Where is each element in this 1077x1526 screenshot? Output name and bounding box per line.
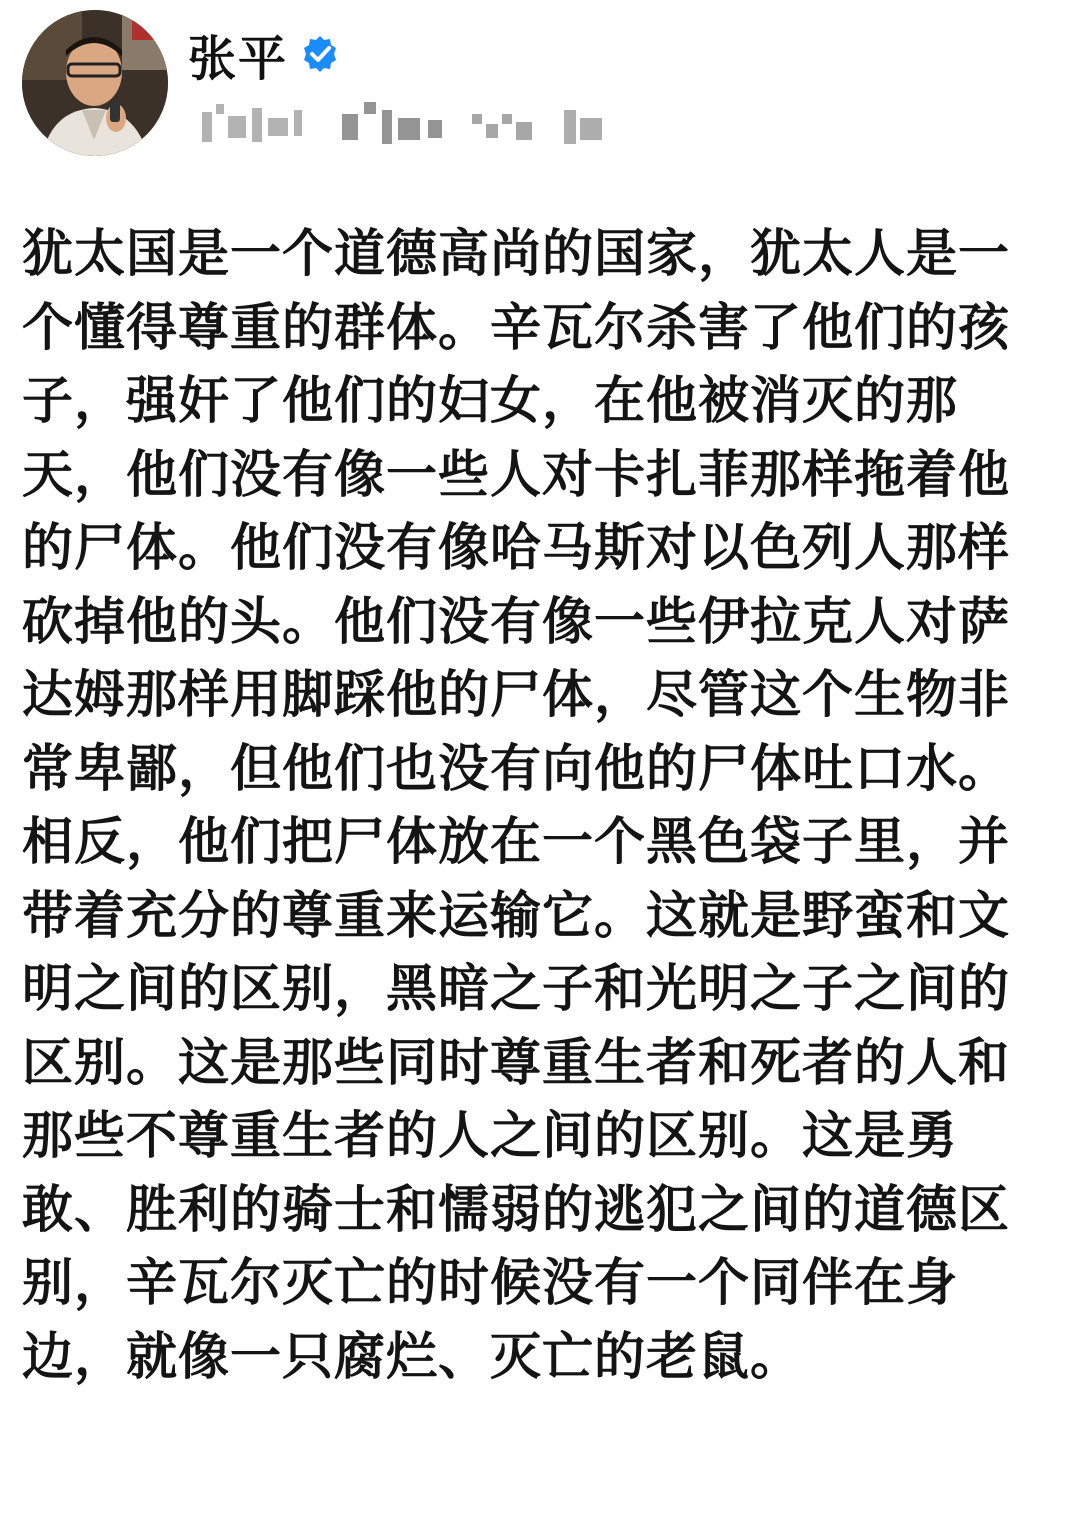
- verified-check-icon: [300, 34, 340, 74]
- avatar-photo: [22, 10, 168, 156]
- avatar[interactable]: [22, 10, 168, 156]
- author-name[interactable]: 张平: [188, 30, 289, 87]
- blurred-metadata: [202, 100, 622, 150]
- author-row: [188, 24, 340, 87]
- post-text: 犹太国是一个道德高尚的国家，犹太人是一个懂得尊重的群体。辛瓦尔杀害了他们的孩子，强奸了他们的妇女，在他被消灭的那天，他们没有像一些人对卡扎菲那样拖着他的尸体。他们没有像哈马斯对以色列人那样砍掉他的头。他们没有像一些伊拉克人对萨达姆那样用脚踩他的尸体，尽管这个生物非常卑鄙，但他们也没有向他的尸体吐口水。相反，他们把尸体放在一个黑色袋子里，并带着充分的尊重来运输它。这就是野蛮和文明之间的区别，黑暗之子和光明之子之间的区别。这是那些同时尊重生者和死者的人和那些不尊重生者的人之间的区别。这是勇敢、胜利的骑士和懦弱的逃犯之间的道德区别，辛瓦尔灭亡的时候没有一个同伴在身边，就像一只腐烂、灭亡的老鼠。: [22, 225, 1011, 1387]
- post-header: [22, 10, 1052, 160]
